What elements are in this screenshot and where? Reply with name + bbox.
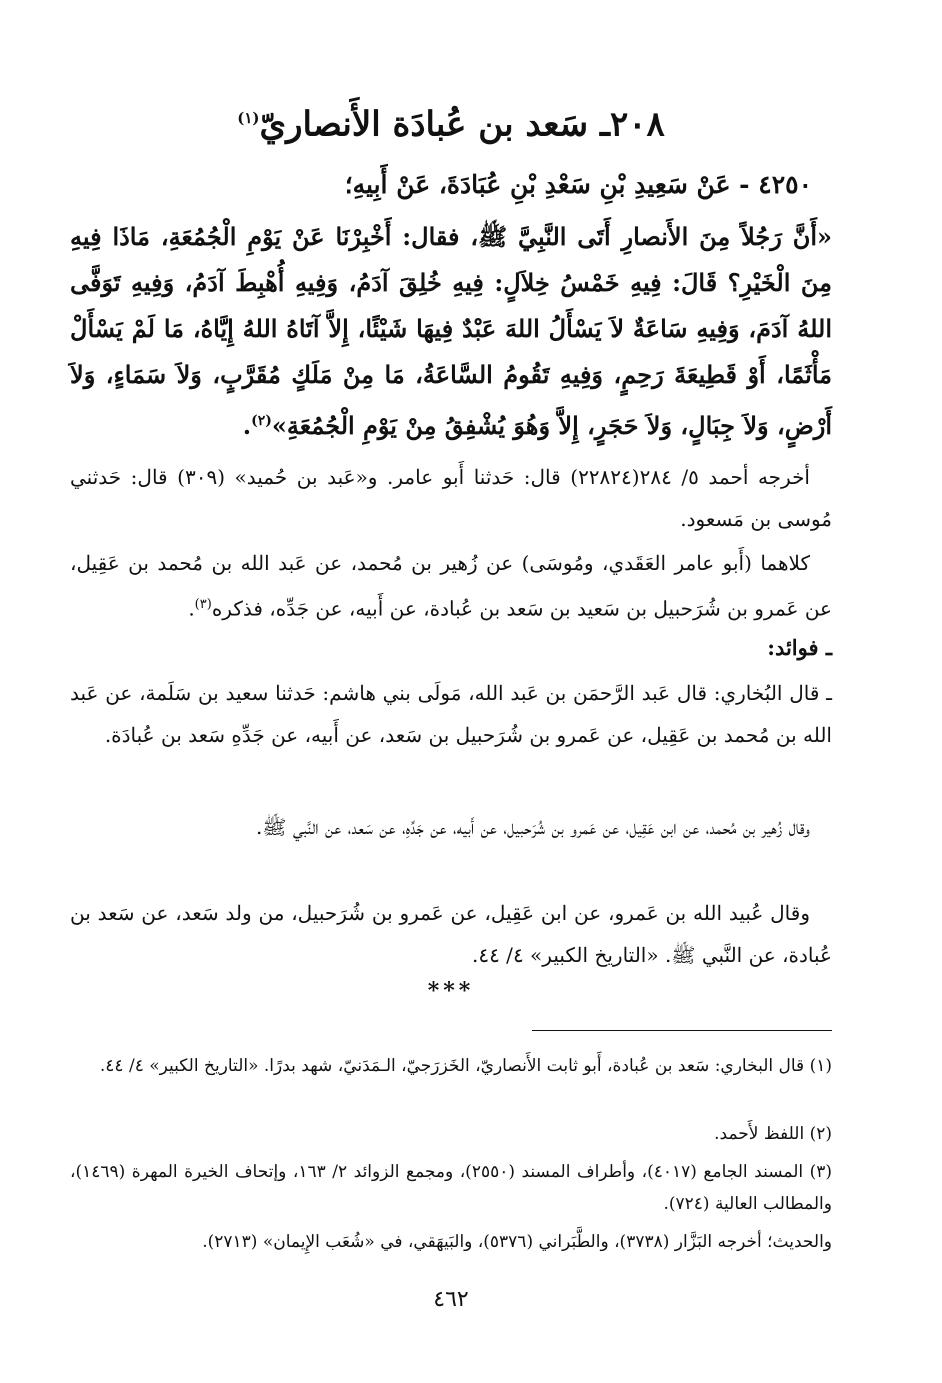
footnote-divider: [532, 1030, 832, 1031]
chapter-title-text: ٢٠٨ـ سَعد بن عُبادَة الأَنصاريّ: [259, 104, 665, 145]
hadith-number: ٤٢٥٠: [758, 170, 812, 199]
fawaid-paragraph-3: وقال عُبيد الله بن عَمرو، عن ابن عَقِيل، عن عَمرو بن شُرَحبيل، من ولد سَعد، عن سَعد بن عُبادة، عن النَّبي ﷺ. «التاريخ الكبير» ٤/ ٤٤.: [70, 901, 832, 967]
takhrij-paragraph-2-text: كلاهما (أَبو عامر العَقَدي، ومُوسَى) عن زُهير بن مُحمد، عن عَبد الله بن مُحمد بن عَقِيل، عن عَمرو بن شُرَحبيل بن سَعيد بن سَعد بن عُبادة، عن أَبيه، عن جَدِّه، فذكره: [70, 551, 832, 621]
takhrij-footnote-ref: (٣): [194, 597, 212, 612]
hadith-isnad: - عَنْ سَعِيدِ بْنِ سَعْدِ بْنِ عُبَادَةَ، عَنْ أَبِيهِ؛: [344, 170, 750, 199]
hadith-heading: [70, 165, 812, 205]
page-number: ٤٦٢: [433, 1287, 469, 1312]
chapter-footnote-ref: (١): [237, 109, 260, 127]
hadith-footnote-ref: (٢): [251, 413, 272, 429]
chapter-title: [70, 96, 832, 146]
footnote-1: (١) قال البخاري: سَعد بن عُبادة، أَبو ثابت الأَنصاريّ، الخَزرَجيّ، الـمَدَنيّ، شهد بدرًا. «التاريخ الكبير» ٤/ ٤٤.: [99, 1056, 832, 1076]
takhrij-paragraph-1: أخرجه أحمد ٥/ ٢٨٤(٢٢٨٢٤) قال: حَدثنا أَبو عامر. و«عَبد بن حُميد» (٣٠٩) قال: حَدثني مُوسى بن مَسعود.: [70, 465, 832, 531]
takhrij-paragraph-2: كلاهما (أَبو عامر العَقَدي، ومُوسَى) عن زُهير بن مُحمد، عن عَبد الله بن مُحمد بن عَقِيل، عن عَمرو بن شُرَحبيل بن سَعيد بن سَعد بن عُبادة، عن أَبيه، عن جَدِّه، فذكره$^{(٣)}$.: [70, 551, 832, 621]
footnote-3: (٣) المسند الجامع (٤٠١٧)، وأطراف المسند (٢٥٥٠)، ومجمع الزوائد ٢/ ١٦٣، وإتحاف الخيرة المهرة (١٤٦٩)، والمطالب العالية (٧٢٤).: [70, 1162, 833, 1214]
hadith-matn-text: «أَنَّ رَجُلاً مِنَ الأَنصارِ أَتَى النَّبِيَّ ﷺ، فقال: أَخْبِرْنَا عَنْ يَوْمِ الْجُمُعَةِ، مَاذَا فِيهِ مِنَ الْخَيْرِ؟ قَالَ: فِيهِ خَمْسُ خِلاَلٍ: فِيهِ خُلِقَ آدَمُ، وَفِيهِ أُهْبِطَ آدَمُ، وَفِيهِ تَوَفَّى اللهُ آدَمَ، وَفِيهِ سَاعَةٌ لاَ يَسْأَلُ اللهَ عَبْدٌ فِيهَا شَيْئًا، إِلاَّ آتَاهُ اللهُ إِيَّاهُ، مَا لَمْ يَسْأَلْ مَأْثَمًا، أَوْ قَطِيعَةَ رَحِمٍ، وَفِيهِ تَقُومُ السَّاعَةُ، مَا مِنْ مَلَكٍ مُقَرَّبٍ، وَلاَ سَمَاءٍ، وَلاَ أَرْضٍ، وَلاَ جِبَالٍ، وَلاَ حَجَرٍ، إِلاَّ وَهُوَ يُشْفِقُ مِنْ يَوْمِ الْجُمُعَةِ»: [70, 222, 832, 440]
book-page: [70, 0, 832, 1383]
footnote-3-continuation: والحديث؛ أخرجه البَزَّار (٣٧٣٨)، والطَّبَراني (٥٣٧٦)، والبَيهَقي، في «شُعَب الإِيمان» (٢٧١٣).: [202, 1232, 832, 1252]
section-separator: ***: [427, 978, 475, 1004]
fawaid-paragraph-1: ـ قال البُخاري: قال عَبد الرَّحمَن بن عَبد الله، مَولَى بني هاشم: حَدثنا سعيد بن سَلَمة، عن عَبد الله بن مُحمد بن عَقِيل، عن عَمرو بن شُرَحبيل بن سَعد، عن أَبيه، عن جَدِّهِ سَعد بن عُبادَة.: [70, 681, 832, 747]
hadith-matn: «أَنَّ رَجُلاً مِنَ الأَنصارِ أَتَى النَّبِيَّ ﷺ، فقال: أَخْبِرْنَا عَنْ يَوْمِ الْجُمُعَةِ، مَاذَا فِيهِ مِنَ الْخَيْرِ؟ قَالَ: فِيهِ خَمْسُ خِلاَلٍ: فِيهِ خُلِقَ آدَمُ، وَفِيهِ أُهْبِطَ آدَمُ، وَفِيهِ تَوَفَّى اللهُ آدَمَ، وَفِيهِ سَاعَةٌ لاَ يَسْأَلُ اللهَ عَبْدٌ فِيهَا شَيْئًا، إِلاَّ آتَاهُ اللهُ إِيَّاهُ، مَا لَمْ يَسْأَلْ مَأْثَمًا، أَوْ قَطِيعَةَ رَحِمٍ، وَفِيهِ تَقُومُ السَّاعَةُ، مَا مِنْ مَلَكٍ مُقَرَّبٍ، وَلاَ سَمَاءٍ، وَلاَ أَرْضٍ، وَلاَ جِبَالٍ، وَلاَ حَجَرٍ، إِلاَّ وَهُوَ يُشْفِقُ مِنْ يَوْمِ الْجُمُعَةِ»$^{(٢)}$.: [70, 222, 832, 440]
footnote-2: (٢) اللفظ لأَحمد.: [714, 1124, 832, 1144]
fawaid-paragraph-2: وقال زُهير بن مُحمد، عن ابن عَقِيل، عن عَمرو بن شُرَحبيل، عن أَبيه، عن جَدِّهِ، عن سَعد، عن النَّبي ﷺ.: [255, 815, 810, 839]
fawaid-heading: ـ فوائد:: [767, 635, 832, 660]
